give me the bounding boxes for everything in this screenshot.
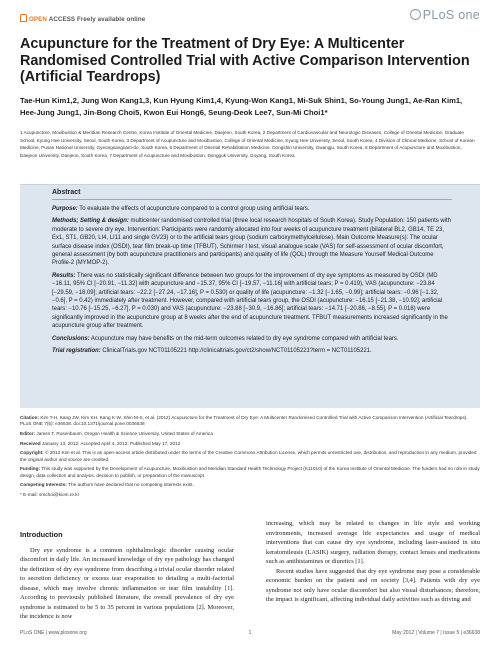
footer-journal[interactable]: PLoS ONE | www.plosone.org <box>20 630 87 636</box>
open-access-lock-icon <box>20 14 27 22</box>
methods-text: multicenter randomised controlled trial (three local research hospitals of South Korea). Study Population: 150 patients with moderate to severe dry eye. Intervention: Participants were randomly allocated into four weeks of acupuncture treatment (bilateral BL2, GB14, TE 23, Ex1, ST1, GB20, LI4, LI11 and single GV23) or to the artificial tears group (sodium carboxymethylcellulose). Main Outcome Measure(s): The ocular surface disease index (OSDI), tear film break-up time (TFBUT), Schirmer I test, visual analogue scale (VAS) for self-assessment of ocular discomfort, general assessment (by both acupuncture practitioners and participants) and quality of life (QOL) through the Measure Yourself Medical Outcome Profile-2 (MYMOP-2). <box>52 218 451 267</box>
intro-paragraph-2: Recent studies have suggested that dry eye syndrome may pose a considerable economic burden on the patient and on society [3,4]. Patients with dry eye syndrome not only have ocular discomfort but also visual disturbances; therefore, the impact is significant, affecting individual daily activities such as driving and <box>266 567 480 603</box>
dates-label: Received <box>20 440 41 446</box>
abstract-box <box>20 184 480 408</box>
copyright-label: Copyright: <box>20 450 44 456</box>
plos-logo-icon <box>410 9 421 20</box>
competing-interests <box>20 482 480 488</box>
abstract-heading: Abstract <box>52 189 81 196</box>
intro-heading: Introduction <box>20 530 63 539</box>
citation-text: Kim T-H, Kang JW, Kim KH, Kang K-W, Shin M-S, et al. (2012) Acupuncture for the Treatment of Dry Eye: A Multicenter Randomised Controlled Trial with Active Comparison Intervention (Artificial Teardrops). PLoS ONE 7(5): e36638. doi:10.1371/journal.pone.0036638 <box>20 415 468 427</box>
copyright-text: © 2012 Kim et al. This is an open-access article distributed under the terms of the Creative Commons Attribution License, which permits unrestricted use, distribution, and reproduction in any medium, provided the original author and source are credited. <box>20 450 477 462</box>
copyright <box>20 450 480 463</box>
purpose-text: To evaluate the effects of acupuncture compared to a control group using artificial tears. <box>77 206 310 212</box>
abstract-body <box>52 205 452 360</box>
open-access-label <box>20 14 145 23</box>
editor-text: James T. Rosenbaum, Oregon Health & Science University, United States of America <box>35 431 213 436</box>
citation-label: Citation: <box>20 415 40 420</box>
article-title: Acupuncture for the Treatment of Dry Eye: A Multicenter Randomised Controlled Trial with Active Comparison Intervention (Artificial Teardrops) <box>20 36 470 86</box>
open-access-word: OPEN <box>29 16 47 23</box>
intro-left-column <box>20 530 234 622</box>
abstract-methods <box>52 217 452 267</box>
competing-text: The authors have declared that no competing interests exist. <box>66 482 194 488</box>
affiliations: 1 Acupuncture, Moxibustion & Meridian Research Centre, Korea Institute of Oriental Medicine, Daejeon, South Korea, 2 Department of Cardiovascular and Neurologic Diseases, College of Oriental Medicine, Graduate School, Kyung Hee University, Seoul, South Korea, 3 Department of Acupuncture and Moxibustion, College of Oriental Medicine, Kyung Hee University, Seoul, South Korea, 4 Division of Clinical Medicine, School of Korean Medicine, Pusan National University, Gyeongsangnam-do, South Korea, 5 Department of Oriental Rehabilitation Medicine, Dongshin University, Gwangju, South Korea, 6 Department of Acupuncture and Moxibustion, Daejeon University, Daejeon, South Korea, 7 Department of Acupuncture and Moxibustion, Dongguk University, Goyang, South Korea <box>20 130 475 158</box>
article-metadata <box>20 415 480 501</box>
abstract-conclusions <box>52 335 452 343</box>
registration-text[interactable]: ClinicalTrials.gov NCT01105221 http://clinicaltrials.gov/ct2/show/NCT01105221?term = NCT01105221. <box>100 348 372 355</box>
editor-label: Editor: <box>20 431 36 436</box>
intro-right-column <box>266 519 480 605</box>
competing-label: Competing Interests: <box>20 482 67 488</box>
editor <box>20 431 480 437</box>
conclusions-text: Acupuncture may have benefits on the mid-term outcomes related to dry eye syndrome compared with artificial tears. <box>89 335 399 342</box>
results-text: There was no statistically significant difference between two groups for the improvement of dry eye symptoms as measured by OSDI (MD −16.11, 95% CI [−20.91, −11.32] with acupuncture and −15.37, 95% CI [−19.57, −11.16] with artificial tears; P = 0.419), VAS (acupuncture: −23.84 [−29.59, −18.09]; artificial tears: −22.2 [−27.24, −17.16], P = 0.530) or quality of life (acupuncture: −1.32 [−1.65, −0.99]; artificial tears: −0.96 [−1.32, −0.6], P = 0.42) immediately after treatment. However, compared with artificial tears group, the OSDI (acupuncture: −16.15 [−21.38, −10.92]; artificial tears: −10.76 [−15.25, −6.27], P = 0.030) and VAS (acupuncture: −23.88 [−30.9, −16.86]; artificial tears: −14.71 [−20.86, −8.55], P = 0.018) were significantly improved in the acupuncture group at 8 weeks after the end of acupuncture treatment. TFBUT measurements increased significantly in the acupuncture group after treatment. <box>52 272 448 330</box>
purpose-label: Purpose: <box>52 206 78 212</box>
journal-header <box>20 8 480 30</box>
funding-label: Funding: <box>20 466 41 472</box>
page-footer <box>20 630 480 640</box>
intro-paragraph-1: Dry eye syndrome is a common ophthalmologic disorder causing ocular discomfort in daily life. An increased knowledge of dry eye pathology has changed the definition of dry eye syndrome from describing a trivial ocular disorder related to secretion deficiency or excess tear evaporation to detailing a multi-factorial disease, which may involve chronic inflammation or tear film instability [1]. According to previously published literature, the overall prevalence of dry eye syndrome is estimated to be 5 to 35 percent in various populations [2]. Moreover, the incidence is now <box>20 546 234 620</box>
abstract-purpose <box>52 205 452 213</box>
funding <box>20 466 480 479</box>
methods-label: Methods; Setting & design: <box>52 218 129 225</box>
abstract-results <box>52 272 452 331</box>
funding-text: This study was supported by the Development of Acupuncture, Moxibustion and Meridian Standard Health Technology Project (K11010) of the Korea Institute of Oriental Medicine. The funders had no role in study design, data collection and analysis, decision to publish, or preparation of the manuscript. <box>20 466 480 478</box>
abstract-divider <box>52 199 452 200</box>
dates-text: January 13, 2012; Accepted April 4, 2012; Published May 17, 2012 <box>40 440 181 446</box>
author-list: Tae-Hun Kim1,2, Jung Won Kang1,3, Kun Hyung Kim1,4, Kyung-Won Kang1, Mi-Suk Shin1, So-Young Jung1, Ae-Ran Kim1, Hee-Jung Jung1, Jin-Bong Choi5, Kwon Eui Hong6, Seung-Deok Lee7, Sun-Mi Choi1* <box>20 96 463 117</box>
email[interactable]: * E-mail: smchoi@kiom.re.kr <box>20 491 80 497</box>
results-label: Results: <box>52 272 76 279</box>
registration-label: Trial registration: <box>52 348 101 355</box>
citation <box>20 415 480 428</box>
dates <box>20 441 480 447</box>
abstract-registration <box>52 347 452 355</box>
journal-logo[interactable] <box>410 8 480 22</box>
conclusions-label: Conclusions: <box>52 335 90 342</box>
journal-brand-text: PLoS one <box>422 8 480 22</box>
footer-page-number: 1 <box>248 630 252 636</box>
intro-paragraph-1-cont: increasing, which may be related to changes in life style and working environments, increased average life expectancies and usage of medical interventions that can cause dry eye syndrome, including laser-assisted in situ keratomileusis (LASIK) surgery, radiation therapy, contact lenses and medications such as antihistamines or diuretics [1]. <box>266 520 480 565</box>
footer-issue: May 2012 | Volume 7 | Issue 5 | e36638 <box>392 630 480 636</box>
open-access-rest: ACCESS Freely available online <box>48 16 146 23</box>
